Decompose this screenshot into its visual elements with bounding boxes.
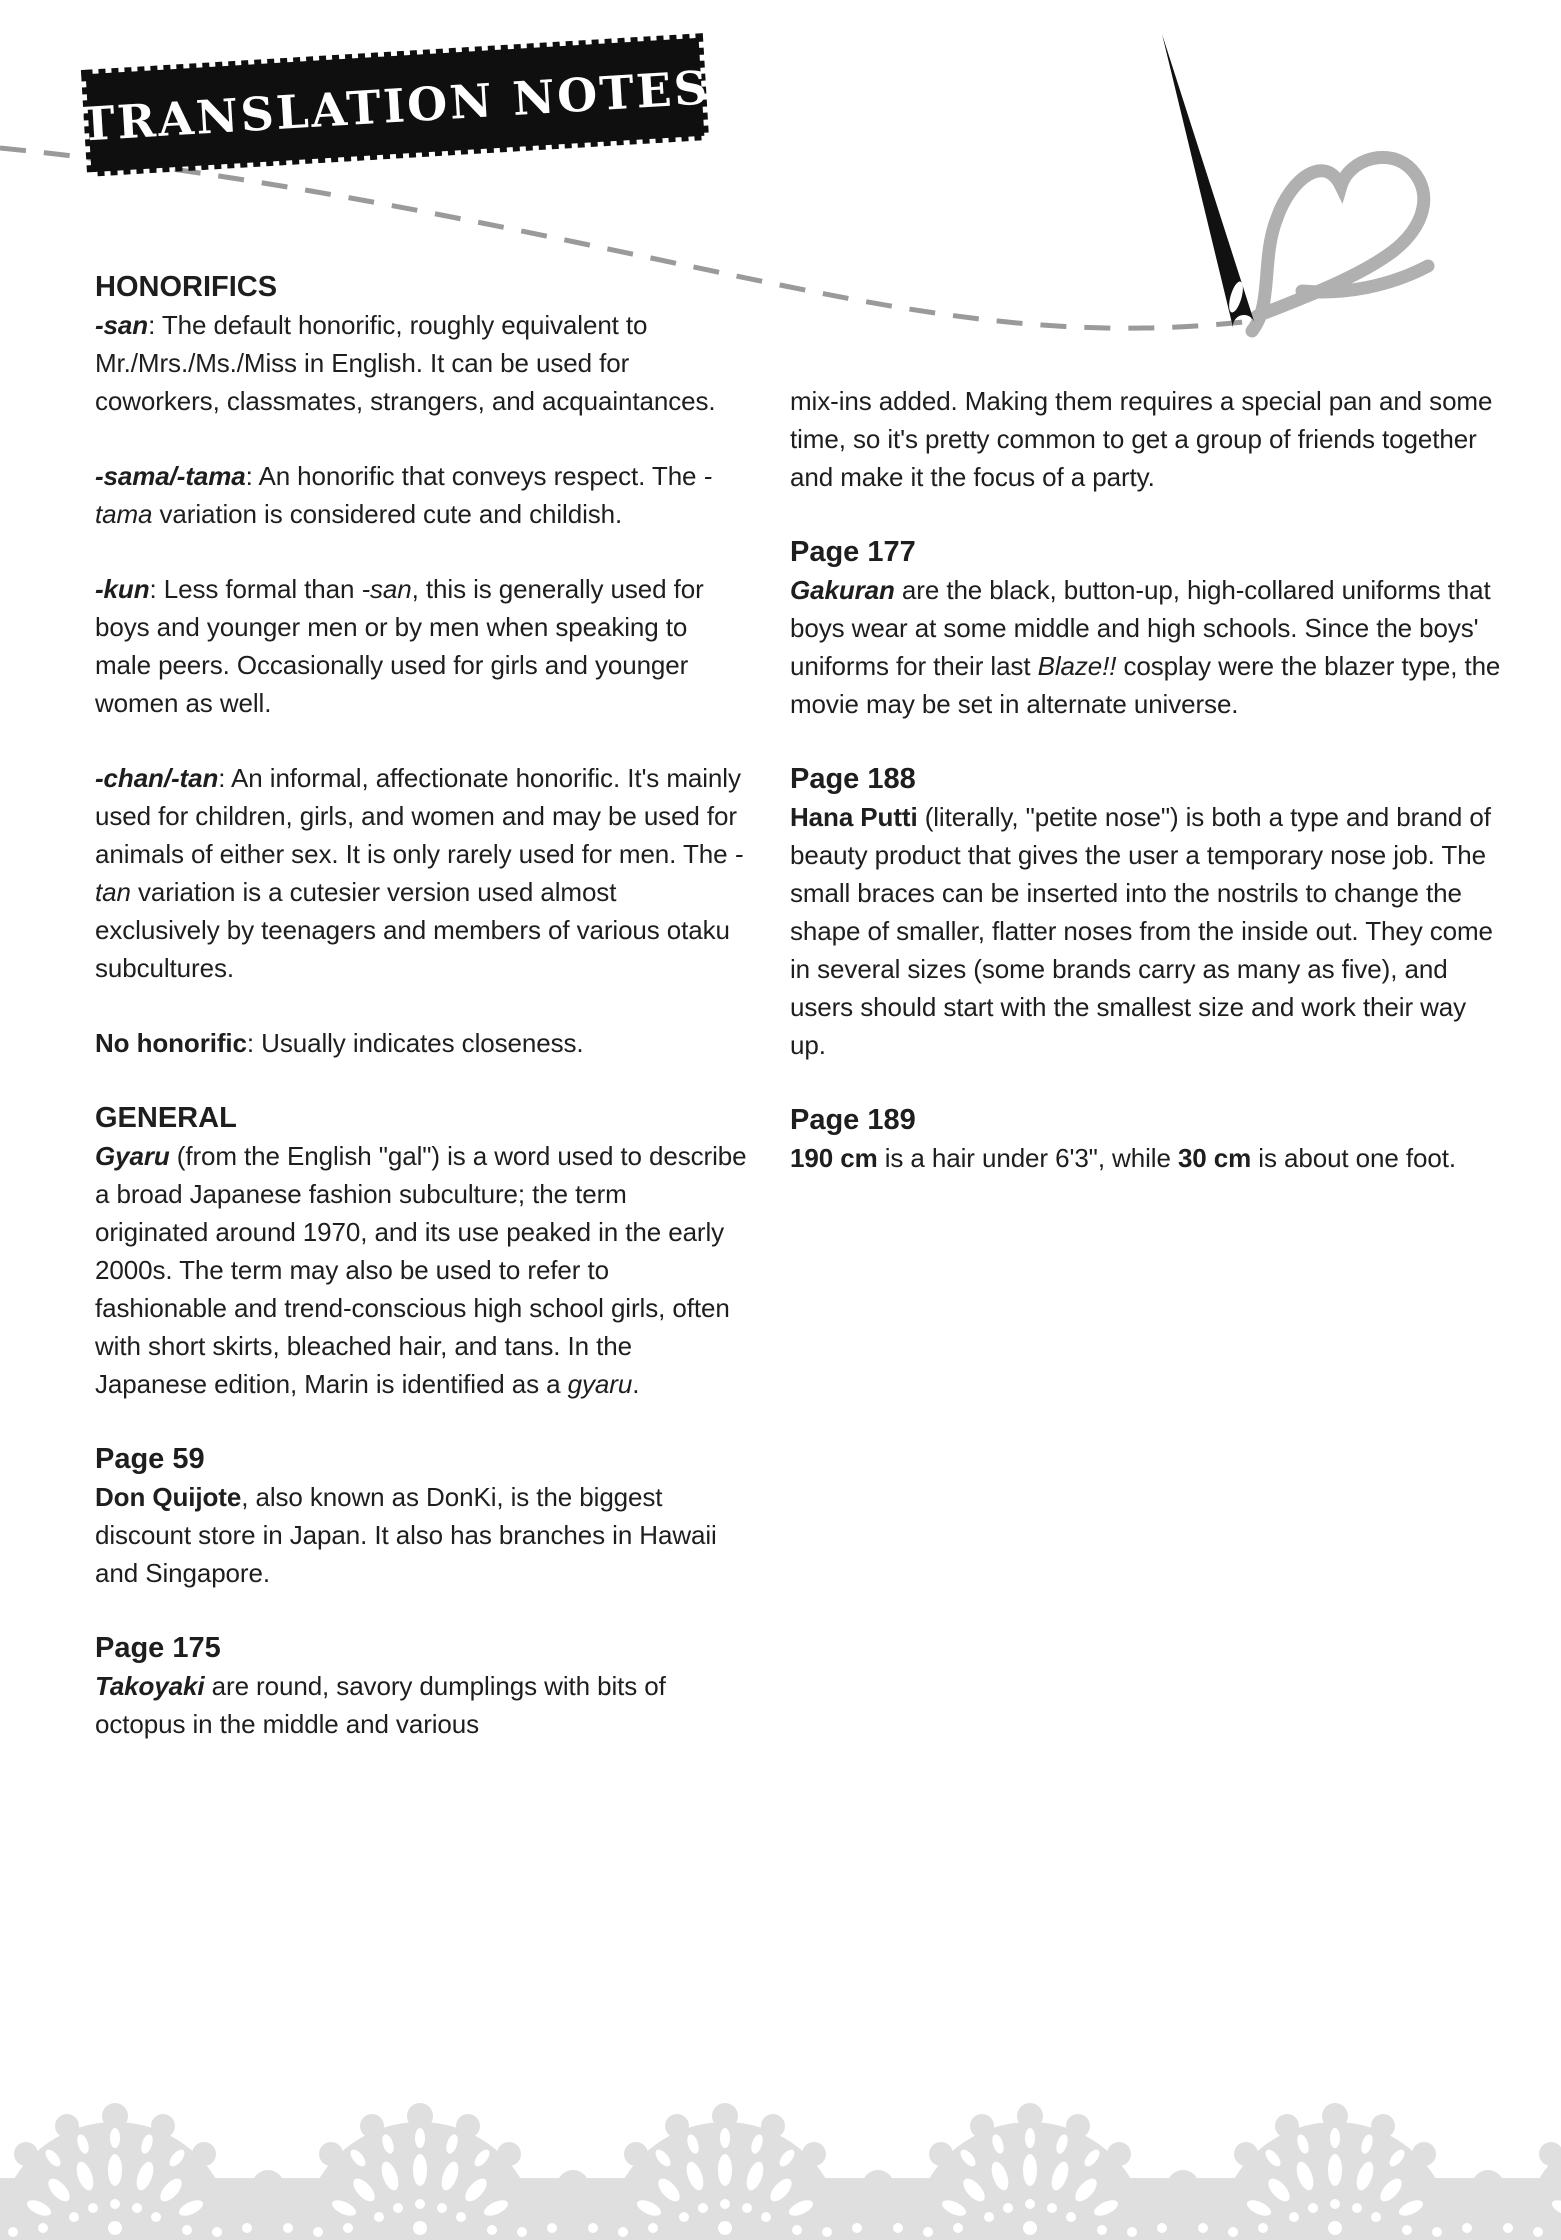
text-segment: .	[632, 1369, 640, 1399]
text-segment: -san	[361, 574, 412, 604]
text-segment: variation is a cutesier version used almost exclusively by teenagers and members of various otaku subcultures.	[95, 877, 730, 983]
note-paragraph	[790, 1139, 1506, 1177]
text-segment: Takoyaki	[95, 1671, 205, 1701]
text-segment: Blaze!!	[1037, 651, 1117, 681]
text-segment: , this is generally used for boys and younger men or by men when speaking to male peers. Occasionally used for girls and younger women as well.	[95, 574, 704, 718]
note-paragraph	[95, 306, 747, 420]
note-paragraph	[95, 1137, 747, 1403]
text-segment: (literally, "petite nose") is both a type and brand of beauty product that gives the user a temporary nose job. The small braces can be inserted into the nostrils to change the shape of smaller, flatter noses from the inside out. They come in several sizes (some brands carry as many as five), and users should start with the smallest size and work their way up.	[790, 802, 1493, 1060]
section-heading: Page 189	[790, 1104, 916, 1136]
note-paragraph	[790, 382, 1506, 496]
page-title: TRANSLATION NOTES	[79, 60, 712, 152]
text-segment: -chan/-tan	[95, 763, 219, 793]
text-segment: gyaru	[567, 1369, 633, 1399]
lace-border	[0, 2100, 1561, 2240]
note-paragraph	[95, 570, 747, 722]
text-segment: cosplay were the blazer type, the movie may be set in alternate universe.	[790, 651, 1501, 719]
right-column	[790, 382, 1506, 1177]
thread-heart-icon	[1252, 157, 1424, 331]
sewing-needle-icon	[1162, 34, 1255, 329]
note-paragraph	[95, 1478, 747, 1592]
text-segment: -kun	[95, 574, 150, 604]
section-heading: GENERAL	[95, 1102, 237, 1134]
note-paragraph	[95, 759, 747, 987]
text-segment: are round, savory dumplings with bits of octopus in the middle and various	[95, 1671, 666, 1739]
text-segment: : The default honorific, roughly equivalent to Mr./Mrs./Ms./Miss in English. It can be used for coworkers, classmates, strangers, and acquaintances.	[95, 310, 716, 416]
lace-border-fill	[0, 2100, 1561, 2240]
text-segment: -tan	[95, 839, 744, 907]
text-segment: -sama/-tama	[95, 461, 246, 491]
section-heading: Page 175	[95, 1632, 221, 1664]
text-segment: variation is considered cute and childish.	[152, 499, 623, 529]
note-paragraph	[790, 798, 1506, 1064]
section-heading: Page 188	[790, 763, 916, 795]
text-segment: : An honorific that conveys respect. The	[245, 461, 704, 491]
text-segment: are the black, button-up, high-collared uniforms that boys wear at some middle and high schools. Since the boys' uniforms for their last	[790, 575, 1491, 681]
text-segment: : Less formal than	[149, 574, 362, 604]
section-heading: Page 177	[790, 536, 916, 568]
text-segment: 190 cm	[790, 1143, 878, 1173]
title-banner	[78, 37, 713, 172]
section-heading: HONORIFICS	[95, 271, 278, 303]
text-segment: Hana Putti	[790, 802, 918, 832]
text-segment: Gakuran	[790, 575, 895, 605]
text-segment: No honorific	[95, 1028, 247, 1058]
text-segment: 30 cm	[1177, 1143, 1252, 1173]
section-heading: Page 59	[95, 1443, 205, 1475]
text-segment: Gyaru	[95, 1141, 170, 1171]
text-segment: : Usually indicates closeness.	[246, 1028, 584, 1058]
text-segment: Don Quijote	[95, 1482, 242, 1512]
note-paragraph	[790, 571, 1506, 723]
text-segment: , also known as DonKi, is the biggest discount store in Japan. It also has branches in Hawaii and Singapore.	[95, 1482, 717, 1588]
text-segment: is a hair under 6'3", while	[877, 1143, 1178, 1173]
text-segment: -san	[95, 310, 149, 340]
text-segment: is about one foot.	[1251, 1143, 1456, 1173]
note-paragraph	[95, 1024, 747, 1062]
note-paragraph	[95, 1667, 747, 1743]
text-segment: : An informal, affectionate honorific. It's mainly used for children, girls, and women and may be used for animals of either sex. It is only rarely used for men. The	[95, 763, 741, 869]
note-paragraph	[95, 457, 747, 533]
text-segment: -tama	[95, 461, 713, 529]
text-segment: mix-ins added. Making them requires a special pan and some time, so it's pretty common to get a group of friends together and make it the focus of a party.	[790, 386, 1493, 492]
text-segment: (from the English "gal") is a word used to describe a broad Japanese fashion subculture; the term originated around 1970, and its use peaked in the early 2000s. The term may also be used to refer to fashionable and trend-conscious high school girls, often with short skirts, bleached hair, and tans. In the Japanese edition, Marin is identified as a	[95, 1141, 747, 1399]
left-column	[95, 268, 747, 1743]
